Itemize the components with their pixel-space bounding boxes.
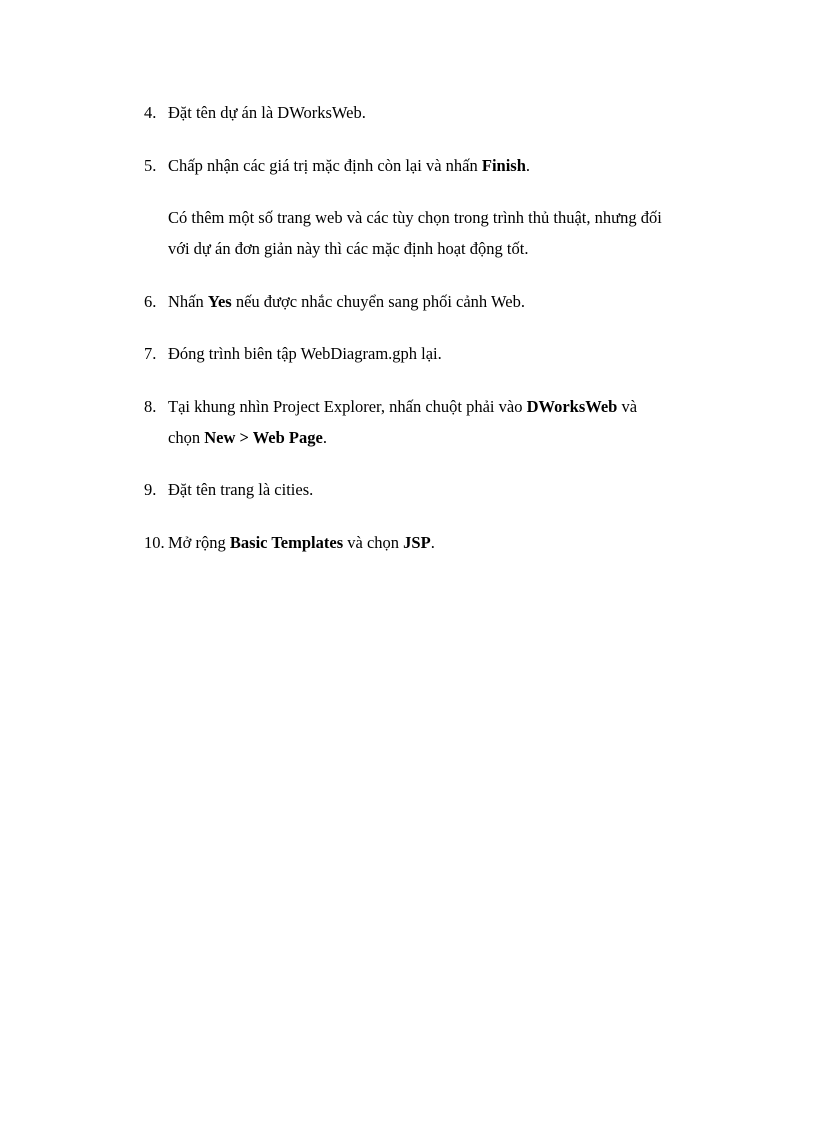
text-run: nếu được nhắc chuyển sang phối cảnh Web. xyxy=(231,292,525,311)
step-number: 6. xyxy=(144,292,157,311)
step-5-note-line-2: với dự án đơn giản này thì các mặc định hoạt động tốt. xyxy=(168,239,529,258)
bold-text-run: JSP xyxy=(403,533,431,552)
step-text xyxy=(168,286,525,317)
text-run: Đặt tên trang là cities. xyxy=(168,480,314,499)
step-8-line-2 xyxy=(168,422,708,453)
text-run: Mở rộng xyxy=(168,533,230,552)
step-number: 9. xyxy=(144,480,157,499)
text-run: Chấp nhận các giá trị mặc định còn lại và nhấn xyxy=(168,156,482,175)
step-number: 4. xyxy=(144,103,157,122)
bold-text-run: Yes xyxy=(207,292,232,311)
text-run: . xyxy=(322,428,327,447)
step-5-note-line-1: Có thêm một số trang web và các tùy chọn trong trình thủ thuật, nhưng đối xyxy=(168,208,662,227)
step-number: 5. xyxy=(144,156,157,175)
step-number: 8. xyxy=(144,397,157,416)
step-number: 10. xyxy=(144,533,165,552)
text-run: và xyxy=(617,397,638,416)
step-text-line-1 xyxy=(168,391,637,422)
text-run: Nhấn xyxy=(168,292,208,311)
text-run: Đóng trình biên tập WebDiagram.gph lại. xyxy=(168,344,442,363)
step-text xyxy=(168,97,366,128)
step-text xyxy=(168,474,313,505)
step-text xyxy=(168,338,442,369)
text-run: Tại khung nhìn Project Explorer, nhấn chuột phải vào xyxy=(168,397,527,416)
text-run: . xyxy=(430,533,435,552)
bold-text-run: Finish xyxy=(481,156,526,175)
bold-text-run: Basic Templates xyxy=(229,533,344,552)
step-text xyxy=(168,150,530,181)
text-run: chọn xyxy=(168,428,205,447)
step-text xyxy=(168,527,435,558)
text-run: . xyxy=(525,156,531,175)
bold-text-run: New > Web Page xyxy=(204,428,323,447)
bold-text-run: DWorksWeb xyxy=(526,397,618,416)
step-number: 7. xyxy=(144,344,157,363)
text-run: Đặt tên dự án là DWorksWeb. xyxy=(168,103,366,122)
text-run: và chọn xyxy=(343,533,404,552)
